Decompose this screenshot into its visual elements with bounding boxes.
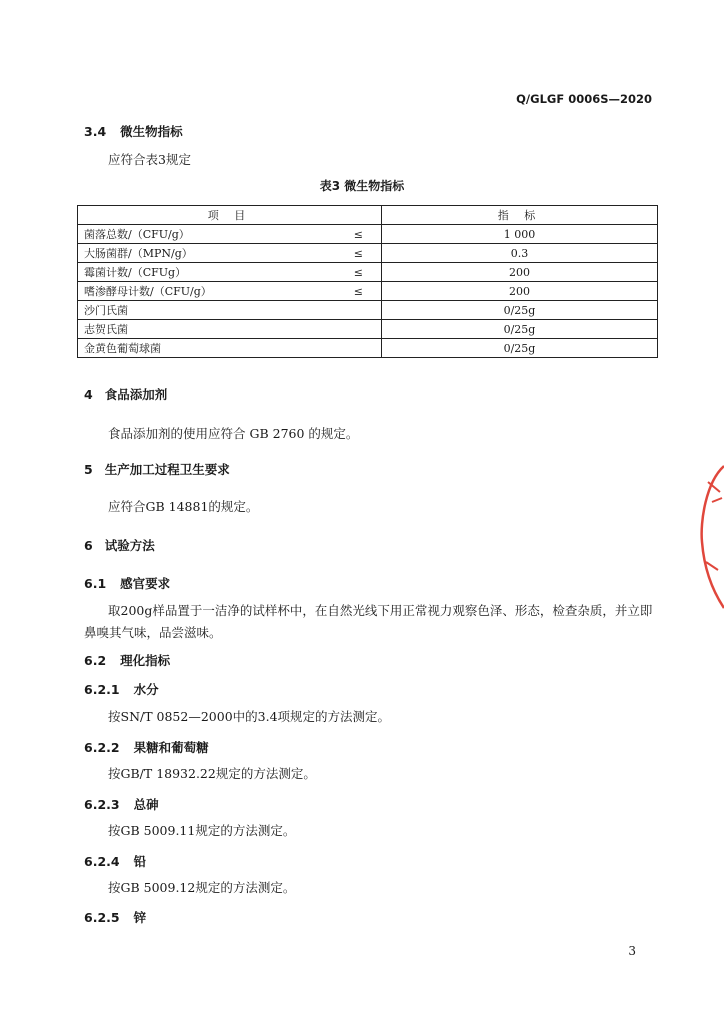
section-title: 食品添加剂 [104,387,168,402]
row-operator: ≤ [334,263,382,282]
section-number: 5 [84,462,93,477]
section-title: 微生物指标 [120,124,183,139]
section-6-2-4-heading [84,852,146,870]
section-title: 铅 [133,854,147,869]
section-title: 果糖和葡萄糖 [133,740,209,755]
section-number: 6.2.1 [84,682,120,697]
section-number: 6.2 [84,653,107,668]
section-4-heading [84,385,167,403]
table-caption: 表3 微生物指标 [319,179,405,193]
table-row [78,225,658,244]
section-number: 6 [84,538,93,553]
section-number: 6.2.2 [84,740,120,755]
section-4-text: 食品添加剂的使用应符合 GB 2760 的规定。 [108,426,359,441]
section-6-1-heading [84,574,170,592]
row-name: 菌落总数/（CFU/g） [78,225,334,244]
section-6-2-3-text: 按GB 5009.11规定的方法测定。 [108,823,296,838]
section-title: 水分 [133,682,159,697]
row-name: 大肠菌群/（MPN/g） [78,244,334,263]
row-name: 沙门氏菌 [78,301,334,320]
section-6-1-text: 取200g样品置于一洁净的试样杯中，在自然光线下用正常视力观察色泽、形态，检查杂质，并立即鼻嗅其气味，品尝滋味。 [84,603,653,640]
section-number: 4 [84,387,93,402]
section-6-heading [84,536,155,554]
row-operator [334,339,382,358]
row-operator: ≤ [334,282,382,301]
row-operator: ≤ [334,225,382,244]
section-title: 生产加工过程卫生要求 [104,462,230,477]
section-3-4-heading [84,122,183,140]
section-6-2-2-heading [84,738,209,756]
page-number: 3 [628,944,636,958]
row-name: 嗜渗酵母计数/（CFU/g） [78,282,334,301]
table-row [78,282,658,301]
table-row [78,244,658,263]
section-title: 理化指标 [120,653,171,668]
section-6-2-heading [84,651,170,669]
row-value: 1 000 [381,225,657,244]
row-operator [334,301,382,320]
column-header-value: 指 标 [381,206,657,225]
section-number: 6.2.5 [84,910,120,925]
table-row [78,339,658,358]
row-value: 0.3 [381,244,657,263]
section-title: 感官要求 [120,576,171,591]
section-6-2-1-text: 按SN/T 0852—2000中的3.4项规定的方法测定。 [108,709,391,724]
row-value: 0/25g [381,301,657,320]
table-row [78,301,658,320]
section-number: 6.2.3 [84,797,120,812]
row-value: 0/25g [381,320,657,339]
row-value: 200 [381,282,657,301]
section-title: 试验方法 [104,538,155,553]
row-value: 0/25g [381,339,657,358]
section-5-text: 应符合GB 14881的规定。 [108,499,259,514]
table-row [78,320,658,339]
section-6-2-5-heading [84,908,146,926]
row-name: 金黄色葡萄球菌 [78,339,334,358]
column-header-item: 项 目 [78,206,382,225]
table-header-row [78,206,658,225]
section-5-heading [84,460,230,478]
section-number: 6.1 [84,576,107,591]
row-operator [334,320,382,339]
section-title: 总砷 [133,797,159,812]
section-3-4-text: 应符合表3规定 [108,152,191,167]
microbial-table [77,205,658,358]
section-6-2-1-heading [84,680,159,698]
section-number: 6.2.4 [84,854,120,869]
section-6-2-4-text: 按GB 5009.12规定的方法测定。 [108,880,296,895]
row-operator: ≤ [334,244,382,263]
section-number: 3.4 [84,124,107,139]
section-6-2-2-text: 按GB/T 18932.22规定的方法测定。 [108,766,316,781]
seal-stamp-fragment [698,462,724,612]
row-name: 霉菌计数/（CFUg） [78,263,334,282]
row-name: 志贺氏菌 [78,320,334,339]
section-title: 锌 [133,910,147,925]
document-code: Q/GLGF 0006S—2020 [516,92,652,106]
table-row [78,263,658,282]
row-value: 200 [381,263,657,282]
section-6-2-3-heading [84,795,159,813]
